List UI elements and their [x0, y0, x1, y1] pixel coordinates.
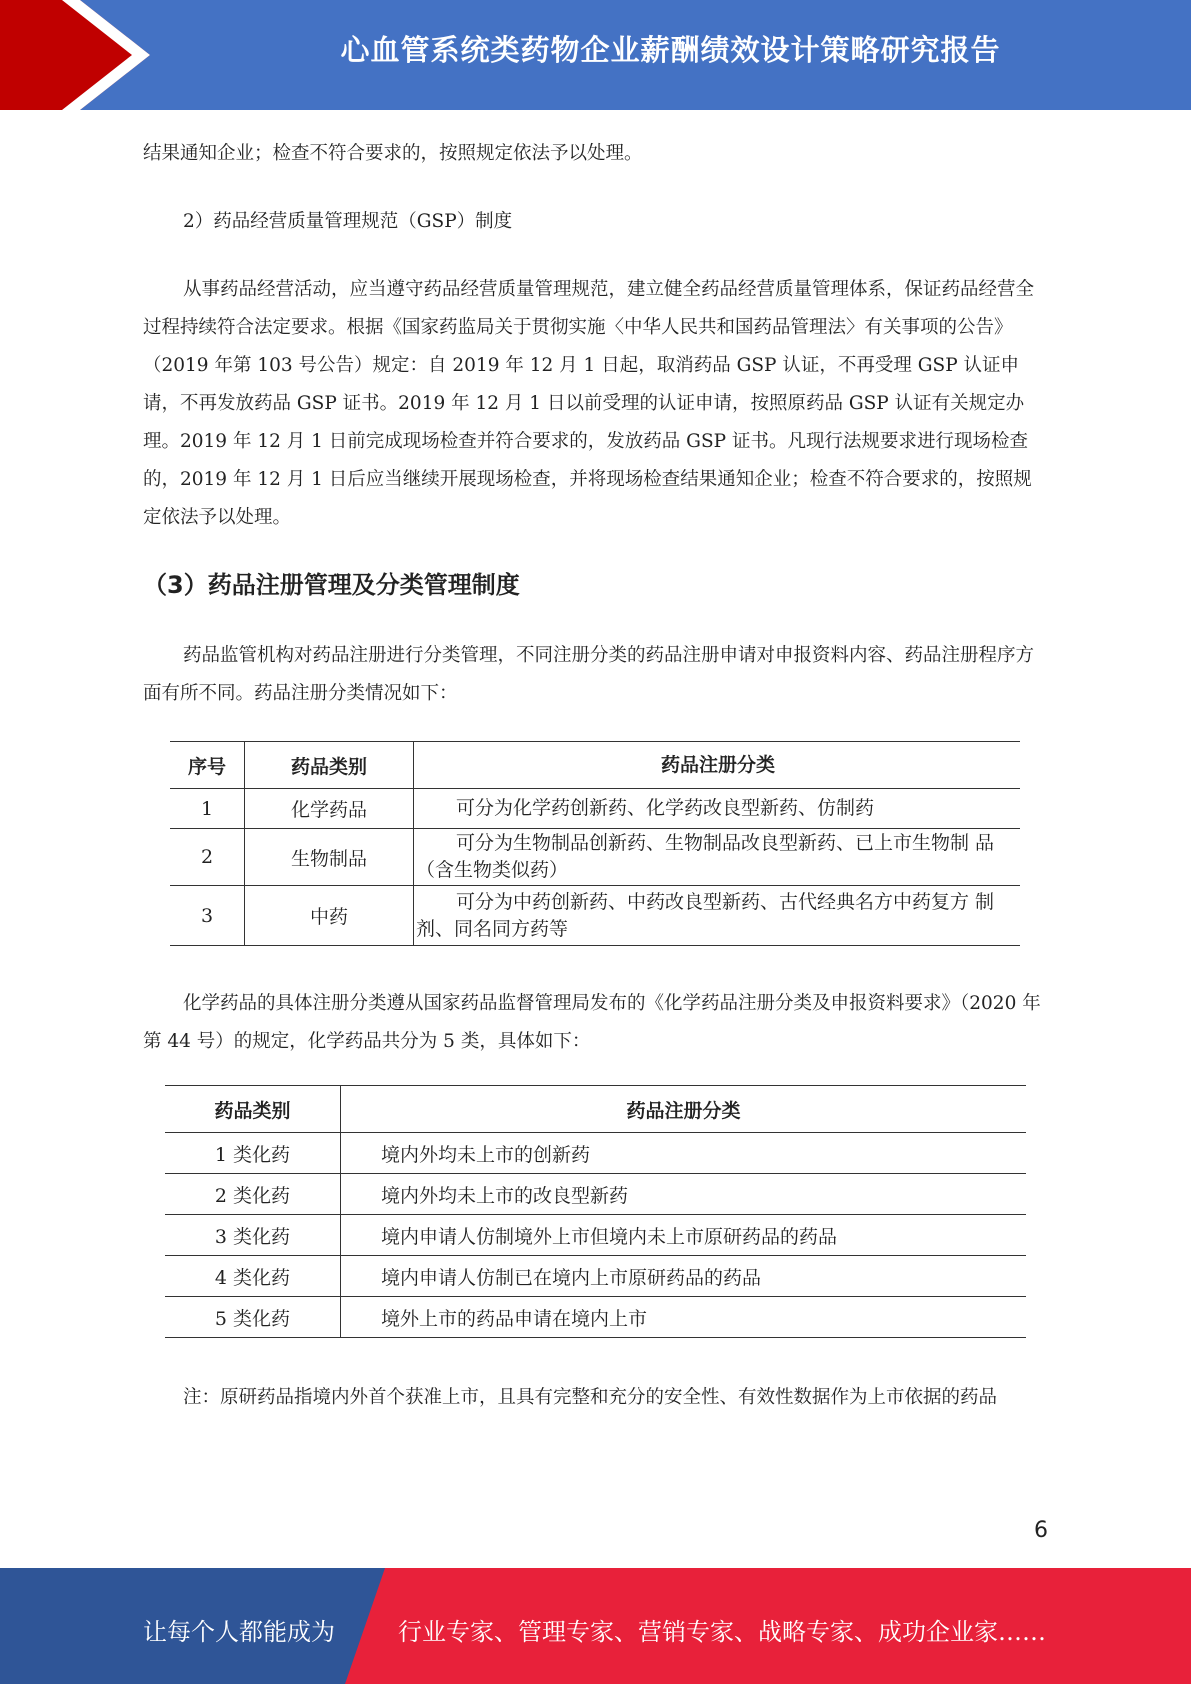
- cell-category: 2 类化药: [165, 1174, 341, 1215]
- cell-desc: 境内外均未上市的创新药: [341, 1133, 1027, 1174]
- cell-desc: 境外上市的药品申请在境内上市: [341, 1297, 1027, 1338]
- table-row: [165, 1297, 1026, 1338]
- cell-desc: 可分为化学药创新药、化学药改良型新药、仿制药: [414, 789, 1021, 829]
- cell-desc: 境内外均未上市的改良型新药: [341, 1174, 1027, 1215]
- cell-desc: 境内申请人仿制境外上市但境内未上市原研药品的药品: [341, 1215, 1027, 1256]
- cell-no: 2: [170, 829, 245, 886]
- cell-category: 3 类化药: [165, 1215, 341, 1256]
- paragraph-chemical: 化学药品的具体注册分类遵从国家药品监督管理局发布的《化学药品注册分类及申报资料要求》（2020 年第 44 号）的规定，化学药品共分为 5 类，具体如下：: [143, 993, 1041, 1052]
- cell-category: 5 类化药: [165, 1297, 341, 1338]
- table-row: [165, 1174, 1026, 1215]
- header-classification: 药品注册分类: [414, 742, 1021, 789]
- table-row: [165, 1215, 1026, 1256]
- paragraph-gsp: 从事药品经营活动，应当遵守药品经营质量管理规范，建立健全药品经营质量管理体系，保证药品经营全过程持续符合法定要求。根据《国家药监局关于贯彻实施〈中华人民共和国药品管理法〉有关事项的公告》（2019 年第 103 号公告）规定：自 2019 年 12 月 1 日起，取消药品 GSP 认证，不再受理 GSP 认证申请，不再发放药品 GSP 证书。2019 年 12 月 1 日以前受理的认证申请，按照原药品 GSP 认证有关规定办理。2019 年 12 月 1 日前完成现场检查并符合要求的，发放药品 GSP 证书。凡现行法规要求进行现场检查的，2019 年 12 月 1 日后应当继续开展现场检查，并将现场检查结果通知企业；检查不符合要求的，按照规定依法予以处理。: [143, 279, 1035, 528]
- footer-slogan-right: 行业专家、管理专家、营销专家、战略专家、成功企业家……: [398, 1618, 1046, 1646]
- cell-category: 化学药品: [245, 789, 414, 829]
- paragraph-continued: 结果通知企业；检查不符合要求的，按照规定依法予以处理。: [143, 143, 643, 164]
- subheading-gsp: 2）药品经营质量管理规范（GSP）制度: [183, 211, 513, 232]
- document-body: [143, 135, 1048, 713]
- footnote: 注：原研药品指境内外首个获准上市，且具有完整和充分的安全性、有效性数据作为上市依据的药品: [183, 1387, 998, 1408]
- table-row: [170, 886, 1020, 946]
- cell-desc: 境内申请人仿制已在境内上市原研药品的药品: [341, 1256, 1027, 1297]
- cell-desc: 可分为中药创新药、中药改良型新药、古代经典名方中药复方 制剂、同名同方药等: [414, 886, 1021, 946]
- table-row: [170, 829, 1020, 886]
- cell-category: 1 类化药: [165, 1133, 341, 1174]
- cell-desc: 可分为生物制品创新药、生物制品改良型新药、已上市生物制 品（含生物类似药）: [414, 829, 1021, 886]
- registration-table: [170, 741, 1020, 946]
- table-row: [170, 789, 1020, 829]
- header-classification: 药品注册分类: [341, 1086, 1027, 1133]
- cell-no: 3: [170, 886, 245, 946]
- header-no: 序号: [170, 742, 245, 789]
- page-number: 6: [1034, 1518, 1048, 1543]
- table-row: [165, 1256, 1026, 1297]
- page-footer: [0, 1568, 1191, 1684]
- report-title: 心血管系统类药物企业薪酬绩效设计策略研究报告: [340, 33, 1001, 67]
- paragraph-registration: 药品监管机构对药品注册进行分类管理，不同注册分类的药品注册申请对申报资料内容、药品注册程序方面有所不同。药品注册分类情况如下：: [143, 645, 1035, 704]
- cell-category: 4 类化药: [165, 1256, 341, 1297]
- cell-category: 中药: [245, 886, 414, 946]
- table-header-row: [165, 1086, 1026, 1133]
- cell-category: 生物制品: [245, 829, 414, 886]
- chemical-class-table: [165, 1085, 1026, 1338]
- section-heading: （3）药品注册管理及分类管理制度: [143, 571, 520, 599]
- table-row: [165, 1133, 1026, 1174]
- cell-no: 1: [170, 789, 245, 829]
- table-header-row: [170, 742, 1020, 789]
- footer-slogan-left: 让每个人都能成为: [143, 1618, 335, 1646]
- header-category: 药品类别: [245, 742, 414, 789]
- header-category: 药品类别: [165, 1086, 341, 1133]
- page-header: [0, 0, 1191, 110]
